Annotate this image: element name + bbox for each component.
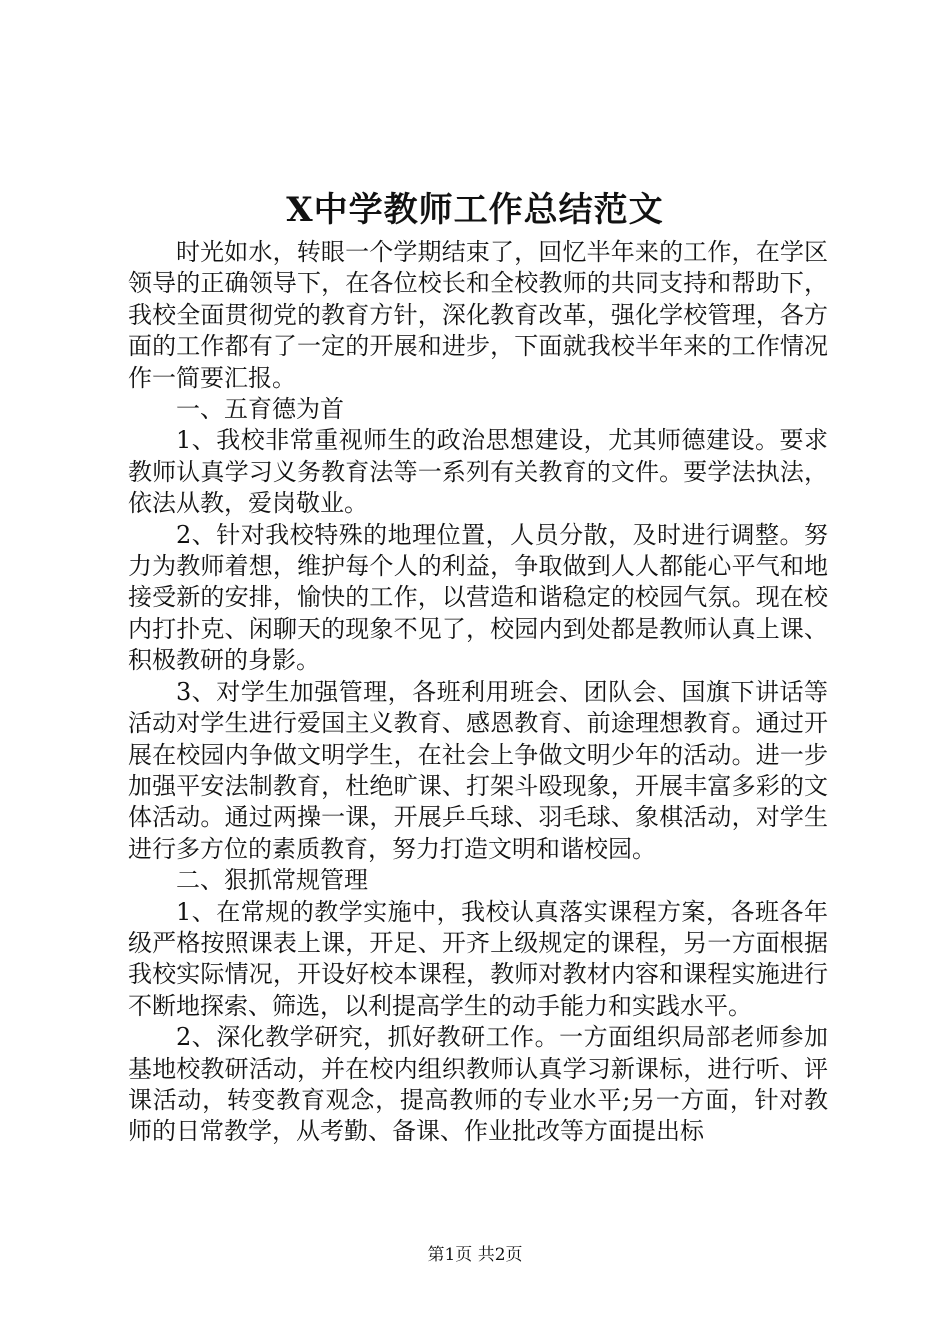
section-heading: 二、狠抓常规管理 <box>176 866 368 895</box>
body-paragraph: 1、在常规的教学实施中，我校认真落实课程方案，各班各年级严格按照课表上课，开足、开齐上级规定的课程，另一方面根据我校实际情况，开设好校本课程，教师对教材内容和课程实施进行不断地探索、筛选，以利提高学生的动手能力和实践水平。 <box>128 897 828 1020</box>
document-title: X中学教师工作总结范文 <box>286 190 664 230</box>
page-number-footer: 第1页 共2页 <box>427 1245 523 1265</box>
body-paragraph: 2、针对我校特殊的地理位置，人员分散，及时进行调整。努力为教师着想，维护每个人的利益，争取做到人人都能心平气和地接受新的安排，愉快的工作，以营造和谐稳定的校园气氛。现在校内打扑克、闲聊天的现象不见了，校园内到处都是教师认真上课、积极教研的身影。 <box>128 520 828 675</box>
body-paragraph: 1、我校非常重视师生的政治思想建设，尤其师德建设。要求教师认真学习义务教育法等一系列有关教育的文件。要学法执法，依法从教，爱岗敬业。 <box>128 426 828 518</box>
body-paragraph: 2、深化教学研究，抓好教研工作。一方面组织局部老师参加基地校教研活动，并在校内组织教师认真学习新课标，进行听、评课活动，转变教育观念，提高教师的专业水平;另一方面，针对教师的日常教学，从考勤、备课、作业批改等方面提出标 <box>128 1023 828 1146</box>
body-paragraph: 3、对学生加强管理，各班利用班会、团队会、国旗下讲话等活动对学生进行爱国主义教育、感恩教育、前途理想教育。通过开展在校园内争做文明学生，在社会上争做文明少年的活动。进一步加强平安法制教育，杜绝旷课、打架斗殴现象，开展丰富多彩的文体活动。通过两操一课，开展乒乓球、羽毛球、象棋活动，对学生进行多方位的素质教育，努力打造文明和谐校园。 <box>128 677 828 863</box>
intro-paragraph: 时光如水，转眼一个学期结束了，回忆半年来的工作，在学区领导的正确领导下，在各位校长和全校教师的共同支持和帮助下，我校全面贯彻党的教育方针，深化教育改革，强化学校管理，各方面的工作都有了一定的开展和进步，下面就我校半年来的工作情况作一简要汇报。 <box>128 238 828 392</box>
section-heading: 一、五育德为首 <box>176 395 344 424</box>
document-body <box>128 237 828 1148</box>
